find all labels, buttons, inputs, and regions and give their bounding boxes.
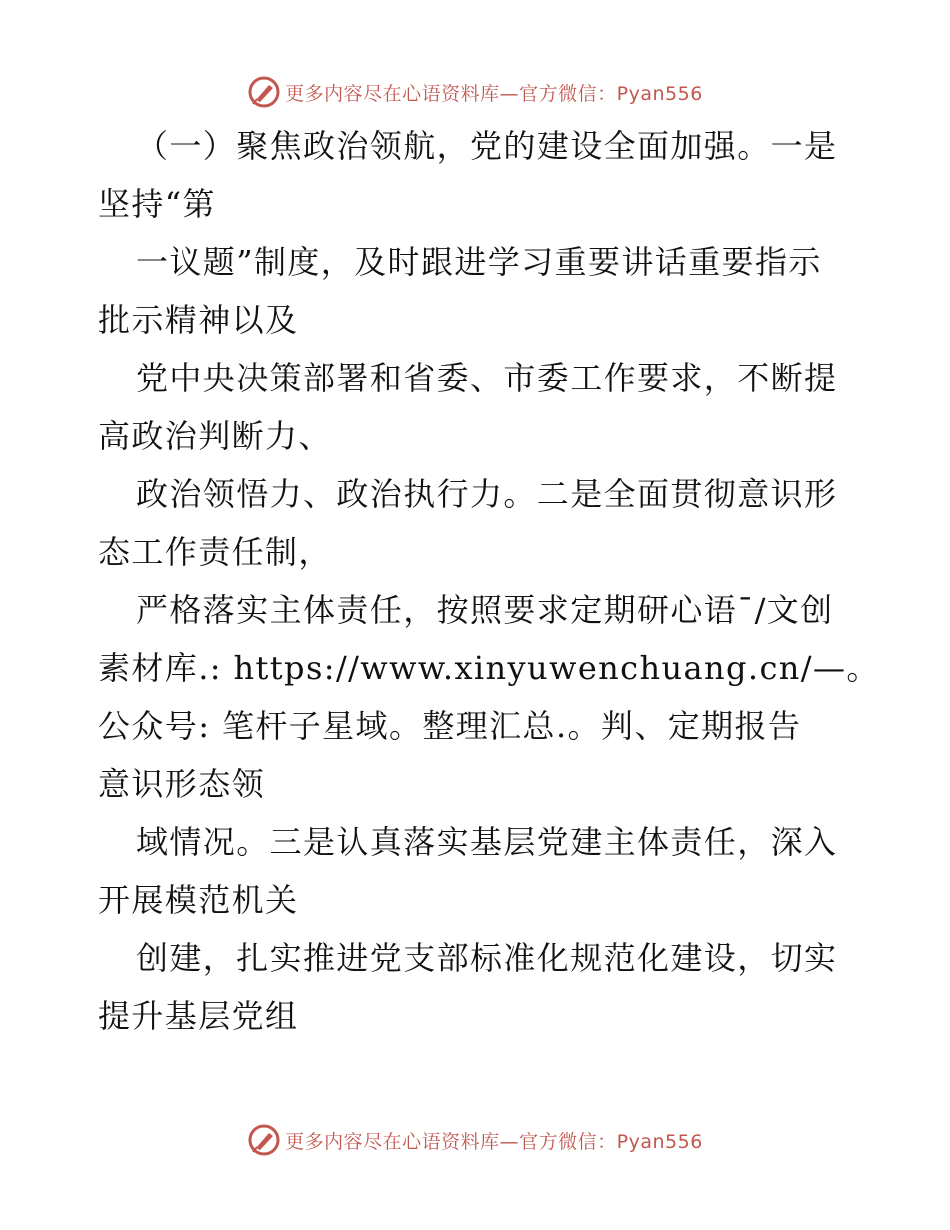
text-line: 高政治判断力、: [98, 417, 332, 455]
text-line: 提升基层党组: [98, 997, 299, 1035]
text-line: 坚持“第: [98, 185, 216, 223]
text-line: 态工作责任制，: [98, 533, 332, 571]
text-line: 开展模范机关: [98, 881, 299, 919]
text-line: 意识形态领: [98, 765, 266, 803]
header-watermark: [0, 72, 950, 112]
writing-pen-logo-icon: [247, 1123, 281, 1157]
text-line: 党中央决策部署和省委、市委工作要求，不断提: [136, 359, 838, 397]
text-line: 批示精神以及: [98, 301, 299, 339]
watermark-text: 更多内容尽在心语资料库—官方微信：Pyan556: [285, 82, 703, 105]
text-line: 域情况。三是认真落实基层党建主体责任，深入: [136, 823, 838, 861]
footer-watermark: [0, 1120, 950, 1160]
document-body: [98, 117, 880, 1045]
writing-pen-logo-icon: [247, 75, 281, 109]
text-line: 严格落实主体责任，按照要求定期研心语¯/文创: [136, 591, 834, 629]
text-line: 一议题”制度，及时跟进学习重要讲话重要指示: [136, 243, 822, 281]
text-line: 创建，扎实推进党支部标准化规范化建设，切实: [136, 939, 838, 977]
text-line: 政治领悟力、政治执行力。二是全面贯彻意识形: [136, 475, 838, 513]
text-line: （一）聚焦政治领航，党的建设全面加强。一是: [136, 127, 838, 165]
watermark-text: 更多内容尽在心语资料库—官方微信：Pyan556: [285, 1130, 703, 1153]
text-line: 公众号: 笔杆子星域。整理汇总.。判、定期报告: [98, 707, 802, 745]
text-line: 素材库.: https://www.xinyuwenchuang.cn/—。: [98, 649, 880, 687]
